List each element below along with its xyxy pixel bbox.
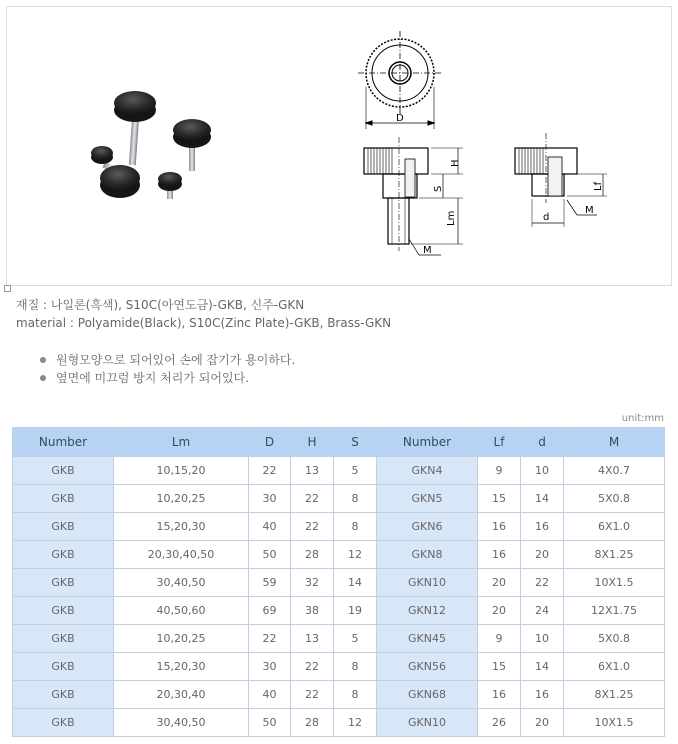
cell-s: 5 [334,625,377,653]
table-body [13,457,665,737]
cell-gkb-number: GKB [13,597,114,625]
col-header-s: S [334,428,377,457]
cell-lm: 15,20,30 [114,513,249,541]
cell-gkn-number: GKN6 [377,513,478,541]
table-row [13,653,665,681]
cell-lm: 20,30,40,50 [114,541,249,569]
cell-gkn-number: GKN12 [377,597,478,625]
table-row [13,597,665,625]
col-header-d: D [249,428,291,457]
cell-lm: 20,30,40 [114,681,249,709]
cell-gkb-number: GKB [13,709,114,737]
cell-h: 22 [291,485,334,513]
cell-small-d: 10 [521,625,564,653]
dim-label-H: H [450,159,461,167]
cell-m: 10X1.5 [564,709,665,737]
cell-m: 8X1.25 [564,541,665,569]
cell-h: 22 [291,681,334,709]
cell-lm: 30,40,50 [114,709,249,737]
cell-lf: 16 [478,681,521,709]
unit-label: unit:mm [621,413,664,424]
col-header-lm: Lm [114,428,249,457]
cell-h: 22 [291,513,334,541]
cell-small-d: 16 [521,681,564,709]
cell-m: 6X1.0 [564,653,665,681]
cell-lf: 16 [478,513,521,541]
feature-list [38,351,295,387]
cell-lm: 10,20,25 [114,485,249,513]
cell-h: 38 [291,597,334,625]
table-row [13,457,665,485]
product-figure [6,6,672,286]
cell-d: 22 [249,625,291,653]
cell-h: 28 [291,709,334,737]
cell-gkb-number: GKB [13,569,114,597]
cell-gkn-number: GKN4 [377,457,478,485]
dim-label-S: S [433,185,444,192]
feature-item: 옆면에 미끄럼 방지 처리가 되어있다. [38,369,295,387]
cell-d: 40 [249,681,291,709]
cell-gkb-number: GKB [13,541,114,569]
cell-d: 59 [249,569,291,597]
cell-small-d: 10 [521,457,564,485]
cell-h: 13 [291,625,334,653]
cell-gkb-number: GKB [13,485,114,513]
cell-gkb-number: GKB [13,653,114,681]
cell-lf: 15 [478,653,521,681]
cell-gkn-number: GKN45 [377,625,478,653]
dim-label-Lm: Lm [446,210,457,226]
cell-small-d: 16 [521,513,564,541]
cell-m: 10X1.5 [564,569,665,597]
cell-m: 8X1.25 [564,681,665,709]
cell-gkb-number: GKB [13,513,114,541]
cell-lm: 40,50,60 [114,597,249,625]
cell-h: 22 [291,653,334,681]
table-row [13,709,665,737]
cell-s: 8 [334,485,377,513]
cell-gkn-number: GKN10 [377,569,478,597]
cell-small-d: 22 [521,569,564,597]
table-row [13,513,665,541]
cell-d: 50 [249,709,291,737]
cell-lf: 20 [478,597,521,625]
table-row [13,625,665,653]
col-header-lf: Lf [478,428,521,457]
cell-h: 32 [291,569,334,597]
material-info [16,296,391,332]
cell-d: 50 [249,541,291,569]
product-photo [91,91,211,199]
dim-label-Lf: Lf [593,181,604,191]
cell-lm: 10,20,25 [114,625,249,653]
cell-h: 13 [291,457,334,485]
cell-s: 12 [334,541,377,569]
cell-lm: 10,15,20 [114,457,249,485]
col-header-h: H [291,428,334,457]
col-header-m: M [564,428,665,457]
cell-gkb-number: GKB [13,681,114,709]
cell-s: 19 [334,597,377,625]
material-korean: 재질 : 나일론(흑색), S10C(아연도금)-GKB, 신주-GKN [16,298,305,312]
cell-lf: 9 [478,625,521,653]
cell-small-d: 14 [521,653,564,681]
cell-lf: 9 [478,457,521,485]
product-illustration [7,7,671,285]
cell-d: 30 [249,653,291,681]
cell-lf: 15 [478,485,521,513]
cell-s: 8 [334,513,377,541]
dim-label-d: d [543,212,550,223]
cell-s: 5 [334,457,377,485]
cell-d: 40 [249,513,291,541]
cell-lf: 16 [478,541,521,569]
cell-gkn-number: GKN10 [377,709,478,737]
cell-gkb-number: GKB [13,457,114,485]
table-row [13,485,665,513]
table-row [13,569,665,597]
col-header-small-d: d [521,428,564,457]
dim-label-D: D [396,113,404,124]
cell-m: 5X0.8 [564,485,665,513]
cell-small-d: 20 [521,541,564,569]
dim-label-M-gkn: M [585,205,594,216]
cell-d: 30 [249,485,291,513]
cell-d: 69 [249,597,291,625]
cell-gkn-number: GKN56 [377,653,478,681]
cell-m: 12X1.75 [564,597,665,625]
col-header-number: Number [13,428,114,457]
cell-lf: 20 [478,569,521,597]
cell-h: 28 [291,541,334,569]
cell-gkn-number: GKN5 [377,485,478,513]
cell-lf: 26 [478,709,521,737]
cell-small-d: 14 [521,485,564,513]
table-row [13,681,665,709]
cell-m: 4X0.7 [564,457,665,485]
cell-m: 5X0.8 [564,625,665,653]
cell-gkb-number: GKB [13,625,114,653]
cell-small-d: 24 [521,597,564,625]
cell-s: 8 [334,681,377,709]
cell-d: 22 [249,457,291,485]
cell-lm: 15,20,30 [114,653,249,681]
spec-table [12,427,665,737]
cell-s: 14 [334,569,377,597]
cell-m: 6X1.0 [564,513,665,541]
cell-gkn-number: GKN8 [377,541,478,569]
dim-label-M-gkb: M [423,245,432,256]
side-view-gkb-drawing [364,137,463,255]
cell-lm: 30,40,50 [114,569,249,597]
image-placeholder-icon [4,285,11,292]
material-english: material : Polyamide(Black), S10C(Zinc Plate)-GKB, Brass-GKN [16,316,392,330]
cell-small-d: 20 [521,709,564,737]
table-header-row [13,428,665,457]
col-header-number-gkn: Number [377,428,478,457]
cell-gkn-number: GKN68 [377,681,478,709]
cell-s: 8 [334,653,377,681]
cell-s: 12 [334,709,377,737]
table-row [13,541,665,569]
feature-item: 원형모양으로 되어있어 손에 잡기가 용이하다. [38,351,295,369]
